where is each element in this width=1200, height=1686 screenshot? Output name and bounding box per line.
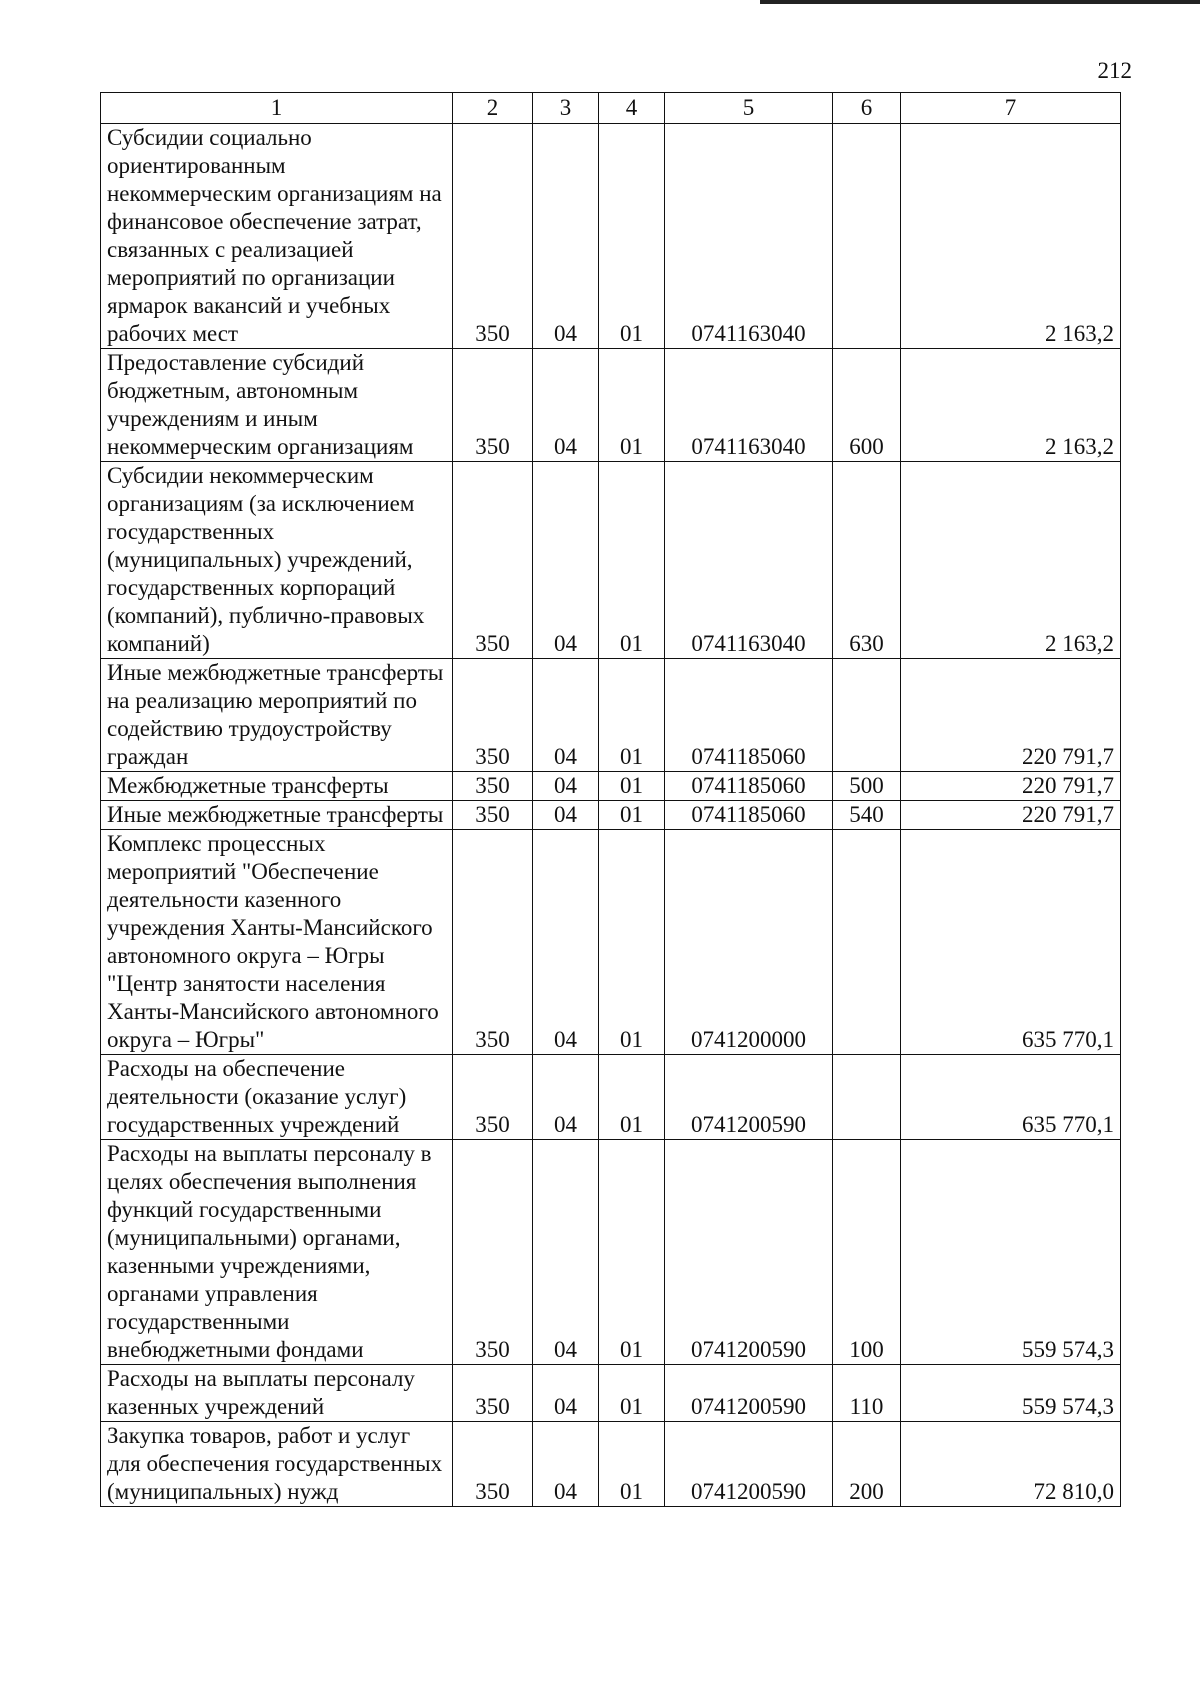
row-code-6 xyxy=(833,830,901,1055)
row-name: Закупка товаров, работ и услуг для обеспечения государственных (муниципальных) нужд xyxy=(101,1422,453,1507)
row-name: Межбюджетные трансферты xyxy=(101,772,453,801)
header-col-5: 5 xyxy=(665,93,833,124)
row-name: Субсидии некоммерческим организациям (за исключением государственных (муниципальных) учреждений, государственных корпораций (компаний), публично-правовых компаний) xyxy=(101,462,453,659)
row-code-3: 04 xyxy=(533,772,599,801)
row-code-3: 04 xyxy=(533,659,599,772)
row-code-6 xyxy=(833,1055,901,1140)
row-code-5: 0741200590 xyxy=(665,1140,833,1365)
row-name: Иные межбюджетные трансферты xyxy=(101,801,453,830)
table-header-row xyxy=(101,93,1121,124)
row-code-3: 04 xyxy=(533,462,599,659)
row-code-5: 0741163040 xyxy=(665,124,833,349)
row-code-2: 350 xyxy=(453,1365,533,1422)
row-code-2: 350 xyxy=(453,349,533,462)
header-col-6: 6 xyxy=(833,93,901,124)
row-amount: 2 163,2 xyxy=(901,349,1121,462)
header-col-3: 3 xyxy=(533,93,599,124)
row-name: Предоставление субсидий бюджетным, автономным учреждениям и иным некоммерческим организациям xyxy=(101,349,453,462)
row-amount: 220 791,7 xyxy=(901,801,1121,830)
row-code-2: 350 xyxy=(453,462,533,659)
row-code-2: 350 xyxy=(453,124,533,349)
row-code-5: 0741185060 xyxy=(665,659,833,772)
row-code-5: 0741185060 xyxy=(665,801,833,830)
row-name: Субсидии социально ориентированным некоммерческим организациям на финансовое обеспечение затрат, связанных с реализацией мероприятий по организации ярмарок вакансий и учебных рабочих мест xyxy=(101,124,453,349)
page-number: 212 xyxy=(1097,58,1132,83)
row-name: Расходы на обеспечение деятельности (оказание услуг) государственных учреждений xyxy=(101,1055,453,1140)
row-name: Расходы на выплаты персоналу в целях обеспечения выполнения функций государственными (муниципальными) органами, казенными учреждениями, органами управления государственными внебюджетными фондами xyxy=(101,1140,453,1365)
table-row xyxy=(101,1140,1121,1365)
table-row xyxy=(101,124,1121,349)
row-code-3: 04 xyxy=(533,1422,599,1507)
row-code-4: 01 xyxy=(599,1140,665,1365)
row-code-6: 500 xyxy=(833,772,901,801)
row-code-4: 01 xyxy=(599,801,665,830)
row-code-2: 350 xyxy=(453,830,533,1055)
table-row xyxy=(101,1365,1121,1422)
row-code-2: 350 xyxy=(453,801,533,830)
row-code-6 xyxy=(833,659,901,772)
row-amount: 635 770,1 xyxy=(901,830,1121,1055)
row-code-5: 0741200590 xyxy=(665,1365,833,1422)
row-code-5: 0741163040 xyxy=(665,462,833,659)
row-amount: 559 574,3 xyxy=(901,1365,1121,1422)
row-code-4: 01 xyxy=(599,772,665,801)
row-amount: 2 163,2 xyxy=(901,124,1121,349)
header-col-2: 2 xyxy=(453,93,533,124)
row-amount: 635 770,1 xyxy=(901,1055,1121,1140)
header-col-4: 4 xyxy=(599,93,665,124)
row-code-4: 01 xyxy=(599,659,665,772)
table-body xyxy=(101,124,1121,1507)
table-row xyxy=(101,1055,1121,1140)
row-name: Комплекс процессных мероприятий "Обеспечение деятельности казенного учреждения Ханты-Мансийского автономного округа – Югры "Центр занятости населения Ханты-Мансийского автономного округа – Югры" xyxy=(101,830,453,1055)
row-code-5: 0741200000 xyxy=(665,830,833,1055)
row-code-6: 630 xyxy=(833,462,901,659)
row-code-6: 110 xyxy=(833,1365,901,1422)
row-code-2: 350 xyxy=(453,659,533,772)
row-code-6: 200 xyxy=(833,1422,901,1507)
row-name: Расходы на выплаты персоналу казенных учреждений xyxy=(101,1365,453,1422)
row-code-4: 01 xyxy=(599,1422,665,1507)
row-code-3: 04 xyxy=(533,1055,599,1140)
row-name: Иные межбюджетные трансферты на реализацию мероприятий по содействию трудоустройству граждан xyxy=(101,659,453,772)
row-code-5: 0741200590 xyxy=(665,1422,833,1507)
row-code-2: 350 xyxy=(453,1422,533,1507)
row-code-3: 04 xyxy=(533,1140,599,1365)
row-code-3: 04 xyxy=(533,830,599,1055)
row-code-5: 0741185060 xyxy=(665,772,833,801)
table-row xyxy=(101,349,1121,462)
row-code-6 xyxy=(833,124,901,349)
row-code-2: 350 xyxy=(453,1055,533,1140)
table-row xyxy=(101,830,1121,1055)
row-code-5: 0741163040 xyxy=(665,349,833,462)
row-code-6: 600 xyxy=(833,349,901,462)
row-code-6: 100 xyxy=(833,1140,901,1365)
row-code-3: 04 xyxy=(533,124,599,349)
row-code-4: 01 xyxy=(599,349,665,462)
row-code-4: 01 xyxy=(599,1055,665,1140)
row-code-4: 01 xyxy=(599,462,665,659)
header-col-7: 7 xyxy=(901,93,1121,124)
table-row xyxy=(101,801,1121,830)
table-row xyxy=(101,772,1121,801)
row-code-2: 350 xyxy=(453,772,533,801)
row-amount: 220 791,7 xyxy=(901,772,1121,801)
row-code-2: 350 xyxy=(453,1140,533,1365)
row-amount: 559 574,3 xyxy=(901,1140,1121,1365)
row-code-4: 01 xyxy=(599,830,665,1055)
row-code-5: 0741200590 xyxy=(665,1055,833,1140)
row-code-4: 01 xyxy=(599,1365,665,1422)
header-col-1: 1 xyxy=(101,93,453,124)
budget-table xyxy=(100,92,1121,1507)
row-amount: 72 810,0 xyxy=(901,1422,1121,1507)
row-code-6: 540 xyxy=(833,801,901,830)
row-code-3: 04 xyxy=(533,801,599,830)
table-row xyxy=(101,1422,1121,1507)
row-amount: 220 791,7 xyxy=(901,659,1121,772)
row-code-3: 04 xyxy=(533,349,599,462)
table-row xyxy=(101,462,1121,659)
scan-edge-rule xyxy=(760,0,1200,4)
row-code-3: 04 xyxy=(533,1365,599,1422)
row-code-4: 01 xyxy=(599,124,665,349)
table-row xyxy=(101,659,1121,772)
row-amount: 2 163,2 xyxy=(901,462,1121,659)
